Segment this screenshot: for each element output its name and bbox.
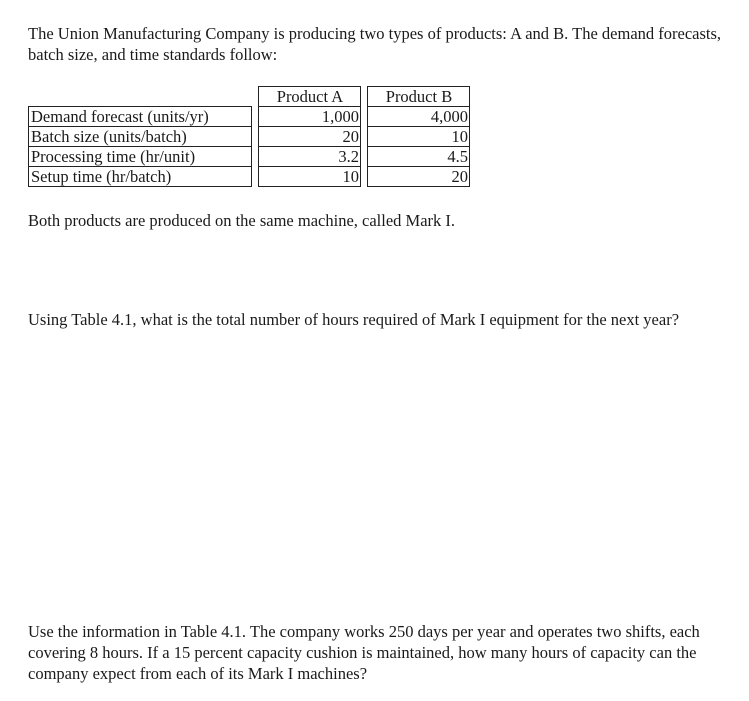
table-row (29, 107, 470, 127)
question-2: Use the information in Table 4.1. The company works 250 days per year and operates two shifts, each covering 8 hours. If a 15 percent capacity cushion is maintained, how many hours of capacity can the company expect from each of its Mark I machines? (28, 622, 700, 683)
cell-product-a: 3.2 (259, 147, 361, 167)
header-product-a: Product A (259, 87, 361, 107)
table-row (29, 167, 470, 187)
cell-product-b: 20 (368, 167, 470, 187)
cell-product-a: 20 (259, 127, 361, 147)
table-header-row (29, 87, 470, 107)
note-paragraph: Both products are produced on the same machine, called Mark I. (28, 211, 456, 230)
table-row (29, 127, 470, 147)
header-gap (361, 87, 368, 107)
cell-product-b: 4,000 (368, 107, 470, 127)
header-gap (252, 87, 259, 107)
data-table (28, 86, 470, 187)
question-1: Using Table 4.1, what is the total number of hours required of Mark I equipment for the next year? (28, 310, 680, 329)
cell-product-a: 1,000 (259, 107, 361, 127)
cell-product-b: 4.5 (368, 147, 470, 167)
header-product-b: Product B (368, 87, 470, 107)
header-blank-cell (29, 87, 252, 107)
row-label: Processing time (hr/unit) (29, 147, 252, 167)
cell-product-a: 10 (259, 167, 361, 187)
intro-paragraph: The Union Manufacturing Company is producing two types of products: A and B. The demand forecasts, batch size, and time standards follow: (28, 24, 722, 64)
row-label: Setup time (hr/batch) (29, 167, 252, 187)
row-label: Demand forecast (units/yr) (29, 107, 252, 127)
table-row (29, 147, 470, 167)
row-label: Batch size (units/batch) (29, 127, 252, 147)
cell-product-b: 10 (368, 127, 470, 147)
